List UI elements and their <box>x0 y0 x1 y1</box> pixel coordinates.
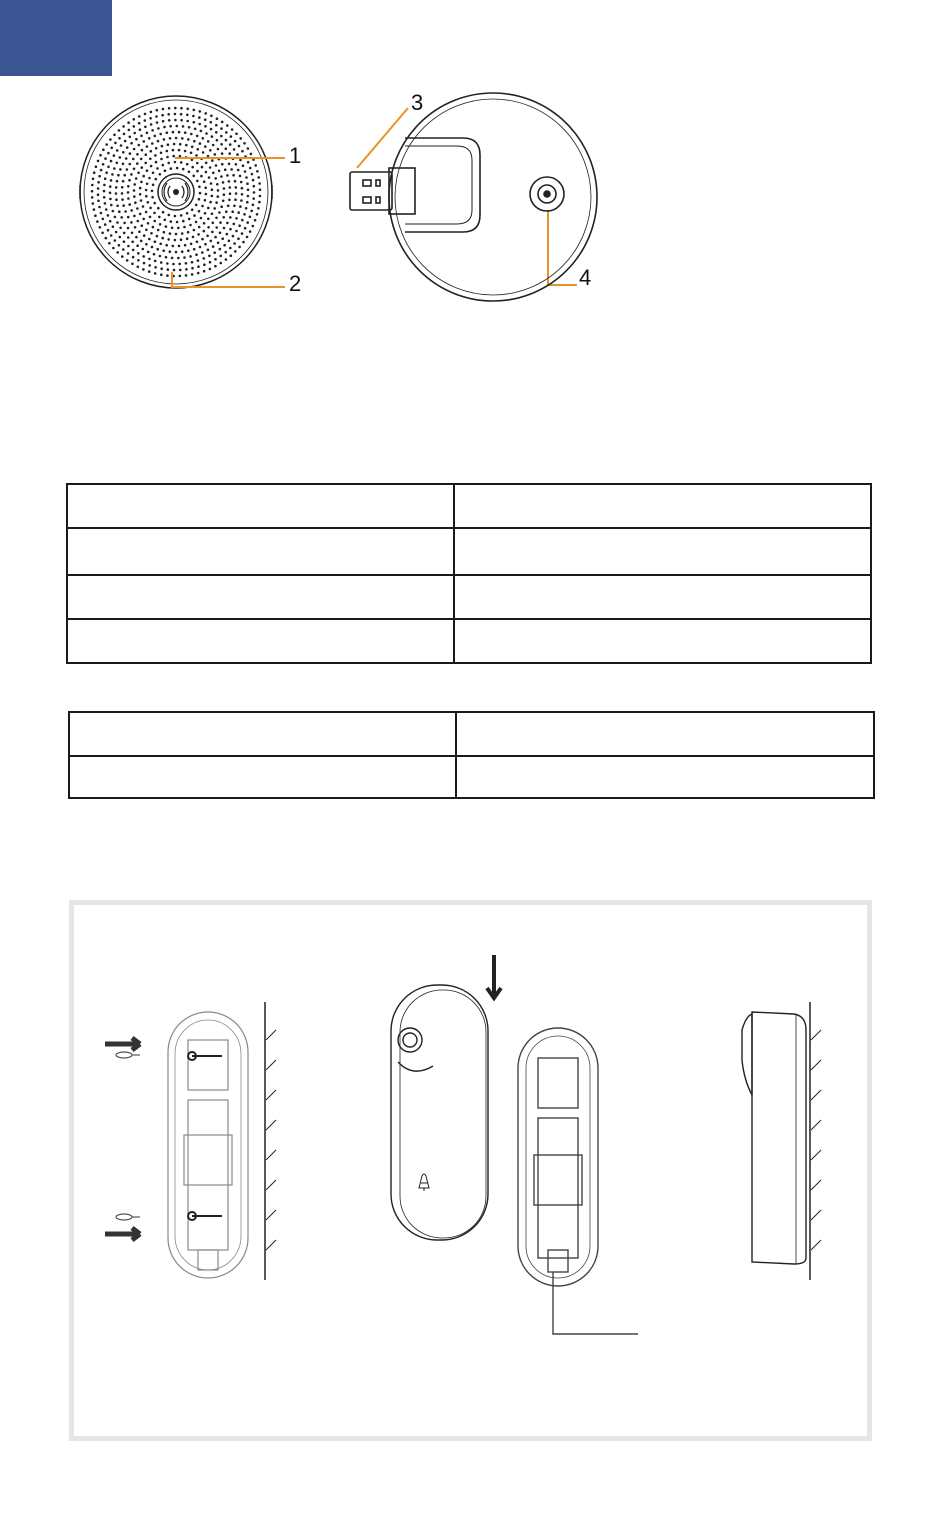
callout-4: 4 <box>579 265 592 290</box>
table-cell <box>456 756 874 798</box>
mounting-bracket-icon <box>168 1012 248 1278</box>
doorbell-side-icon <box>742 1002 821 1280</box>
table-cell <box>454 575 871 619</box>
table-row <box>69 756 874 798</box>
table-cell <box>454 619 871 663</box>
mounted-side-illustration <box>734 1000 834 1290</box>
table-row <box>67 484 871 528</box>
spec-table-2 <box>68 711 875 799</box>
table-cell <box>67 484 454 528</box>
doorbell-icon <box>391 985 488 1240</box>
table-cell <box>69 712 456 756</box>
table-row <box>67 528 871 575</box>
table-row <box>67 575 871 619</box>
table-row <box>69 712 874 756</box>
mounting-step-illustration <box>100 1000 300 1290</box>
spec-table-1 <box>66 483 872 664</box>
table-cell <box>454 484 871 528</box>
table-cell <box>67 575 454 619</box>
chime-back-illustration <box>345 90 605 310</box>
table-row <box>67 619 871 663</box>
table-cell <box>456 712 874 756</box>
callout-3: 3 <box>411 90 424 115</box>
callout-1: 1 <box>289 143 302 168</box>
usb-chime-back-icon <box>350 90 597 301</box>
table-cell <box>69 756 456 798</box>
table-cell <box>67 619 454 663</box>
table-cell <box>454 528 871 575</box>
callout-2: 2 <box>289 271 302 296</box>
attach-step-illustration <box>388 950 648 1340</box>
table-cell <box>67 528 454 575</box>
